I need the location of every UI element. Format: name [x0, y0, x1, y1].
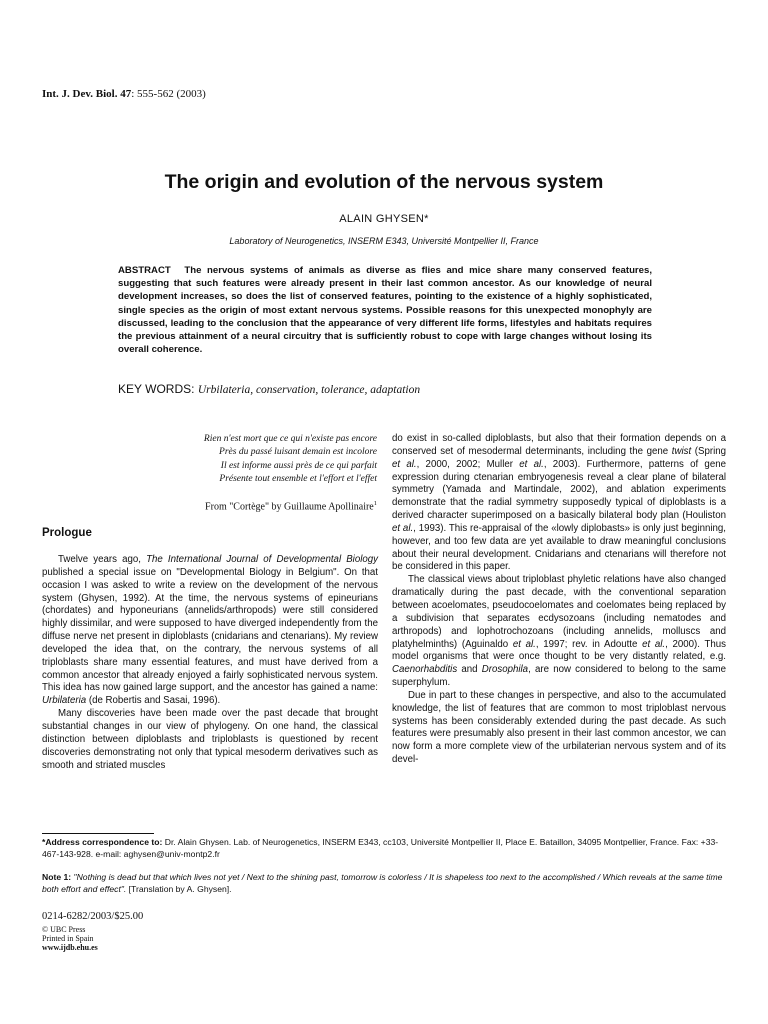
text-column-left	[42, 554, 378, 772]
text-run: (Spring	[691, 445, 727, 457]
epigraph-line: Il est informe aussi près de ce qui parfait	[220, 460, 377, 471]
issn-price: 0214-6282/2003/$25.00	[42, 911, 144, 922]
abstract	[118, 264, 652, 356]
text-run: , are now considered to belong to the same superphylum.	[392, 664, 727, 689]
printed-in: Printed in Spain	[42, 934, 94, 943]
journal-website: www.ijdb.ehu.es	[42, 943, 98, 952]
epigraph-line: Présente tout ensemble et l'effort et l'effet	[219, 473, 377, 484]
footnote-address-text: Dr. Alain Ghysen. Lab. of Neurogenetics, INSERM E343, cc103, Université Montpellier II, Place E. Bataillon, 34095 Montpellier, France. Fax: +33-467-143-928. e-mail: aghysen@univ-montp2.fr	[42, 837, 719, 859]
paragraph: Many discoveries have been made over the past decade that brought substantial changes in our view of phylogeny. On one hand, the classical distinction between diploblasts and triploblasts is questioned by recent discoveries demonstrating not only that typical mesoderm derivatives such as smooth and striated muscles	[42, 708, 378, 771]
keywords	[118, 382, 652, 396]
epigraph-source	[150, 500, 377, 512]
journal-pages: 555-562 (2003)	[137, 88, 206, 100]
text-run: , 1993). This re-appraisal of the «lowly diplobasts» is only just beginning, however, and too few data are yet available to draw meaningful conclusions about their neural development. Cnidarians and ctenarians will therefore not be considered in this paper.	[392, 522, 726, 573]
epigraph-source-text: From "Cortège" by Guillaume Apollinaire	[205, 501, 374, 513]
abstract-label: ABSTRACT	[118, 265, 171, 276]
text-run: do exist in so-called diploblasts, but also that their formation depends on a conserved set of mesodermal determinants, including the gene	[392, 433, 726, 457]
paragraph	[392, 574, 726, 690]
paragraph: Due in part to these changes in perspective, and also to the accumulated knowledge, the list of features that are common to most triploblast nervous systems has been considerably extended during the past decade. As such features were presumably also present in their last common ancestor, we can now form a more complete view of the urbilaterian nervous system and of its devel-	[392, 689, 726, 766]
footnote-note	[42, 872, 728, 895]
journal-volume: 47	[120, 88, 132, 100]
footnote-note-text: "Nothing is dead but that which lives not yet / Next to the shining past, tomorrow is colorless / It is shapeless too next to the accomplished / Which reveals at the same time both effort and effect".	[42, 872, 723, 894]
abstract-text: The nervous systems of animals as diverse as flies and mice share many conserved features, suggesting that such features were already present in their last common ancestor. As our knowledge of neural development increases, so does the list of conserved features, pointing to the existence of a highly sophisticated, single species as the origin of most extant nervous systems. Possible reasons for this unexpected monophyly are discussed, leading to the conclusion that the appearance of very different life forms, lifestyles and habitats requires the previous attainment of a neural circuitry that is sufficiently robust to cope with large changes without losing its overall coherence.	[118, 265, 653, 356]
epigraph	[150, 433, 377, 486]
taxon-italic: Urbilateria	[42, 695, 87, 707]
taxon-italic: Drosophila	[481, 664, 529, 676]
text-column-right	[392, 433, 726, 767]
journal-citation: Int. J. Dev. Biol. 47: 555-562 (2003)	[42, 88, 206, 100]
text-run: Twelve years ago,	[58, 554, 147, 565]
text-run: and	[457, 664, 482, 676]
footnote-address-label: *Address correspondence to:	[42, 837, 163, 847]
journal-abbrev: Int. J. Dev. Biol.	[42, 88, 118, 100]
footnote-address	[42, 837, 728, 860]
section-heading-prologue: Prologue	[42, 527, 92, 539]
footnote-note-label: Note 1:	[42, 872, 72, 882]
et-al-italic: et al.	[642, 638, 666, 650]
text-run: , 2000, 2002; Muller	[416, 458, 520, 470]
taxon-italic: Caenorhabditis	[392, 664, 458, 676]
epigraph-line: Près du passé luisant demain est incolore	[219, 447, 377, 458]
text-run: published a special issue on "Developmental Biology in Belgium". On that occasion I was asked to write a review on the development of the nervous system (Ghysen, 1992). At the time, the nervous systems of epineurians (chordates) and hyponeurians (annelids/arthropods) were still considered highly dissimilar, and were supposed to have diverged independently from the diffuse nerve net present in diploblasts (cnidarians and ctenarians). My review developed the idea that, on the contrary, the nervous systems of all triploblasts share many essential features, and must have derived from a common ancestor that already enjoyed a fairly sophisticated nervous system. This idea has now gained large support, and the ancestor has gained a name:	[42, 566, 378, 694]
text-run: , 2003). Furthermore, patterns of gene expression during ctenarian embryogenesis reveal a clear plane of bilateral symmetry (Yamada and Martindale, 2002), and ablation experiments demonstrate that the radial symmetry supposedly typical of diploblasts is a derived character superimposed on a basically bilateral body plan (Houliston	[392, 458, 726, 522]
text-run: The classical views about triploblast phyletic relations have also changed dramatically during the past decade, with the conventional separation between acoelomates, pseudocoelomates and coelomates being replaced by a subdivision that separates ecdysozoans (including nematodes and arthropods) and lophotrochozoans (including annelids, molluscs and platyhelminths) (Aguinaldo	[392, 574, 726, 650]
footnote-marker: 1	[373, 500, 377, 507]
footnote-translation: [Translation by A. Ghysen].	[126, 883, 232, 894]
author-affiliation: Laboratory of Neurogenetics, INSERM E343, Université Montpellier II, France	[229, 236, 539, 246]
keywords-text: Urbilateria, conservation, tolerance, adaptation	[197, 384, 421, 396]
et-al-italic: et al.	[392, 458, 417, 470]
keywords-label: KEY WORDS:	[118, 382, 195, 396]
text-run: , 1997; rev. in Adoutte	[535, 638, 643, 650]
article-title: The origin and evolution of the nervous system	[164, 171, 604, 193]
journal-name-italic: The International Journal of Developmental Biology	[146, 554, 378, 565]
et-al-italic: et al.	[392, 522, 414, 534]
et-al-italic: et al.	[512, 638, 536, 650]
paragraph	[42, 554, 378, 708]
text-run: (de Robertis and Sasai, 1996).	[86, 695, 221, 707]
author-name: ALAIN GHYSEN*	[339, 213, 429, 225]
footnote-divider	[42, 833, 154, 834]
paragraph	[392, 433, 726, 574]
text-run: , 2000). Thus model organisms that were once thought to be very distantly related, e.g.	[392, 638, 726, 663]
copyright: © UBC Press	[42, 925, 86, 934]
et-al-italic: et al.	[519, 458, 544, 470]
epigraph-line: Rien n'est mort que ce qui n'existe pas encore	[203, 434, 377, 444]
gene-name-italic: twist	[671, 445, 692, 457]
